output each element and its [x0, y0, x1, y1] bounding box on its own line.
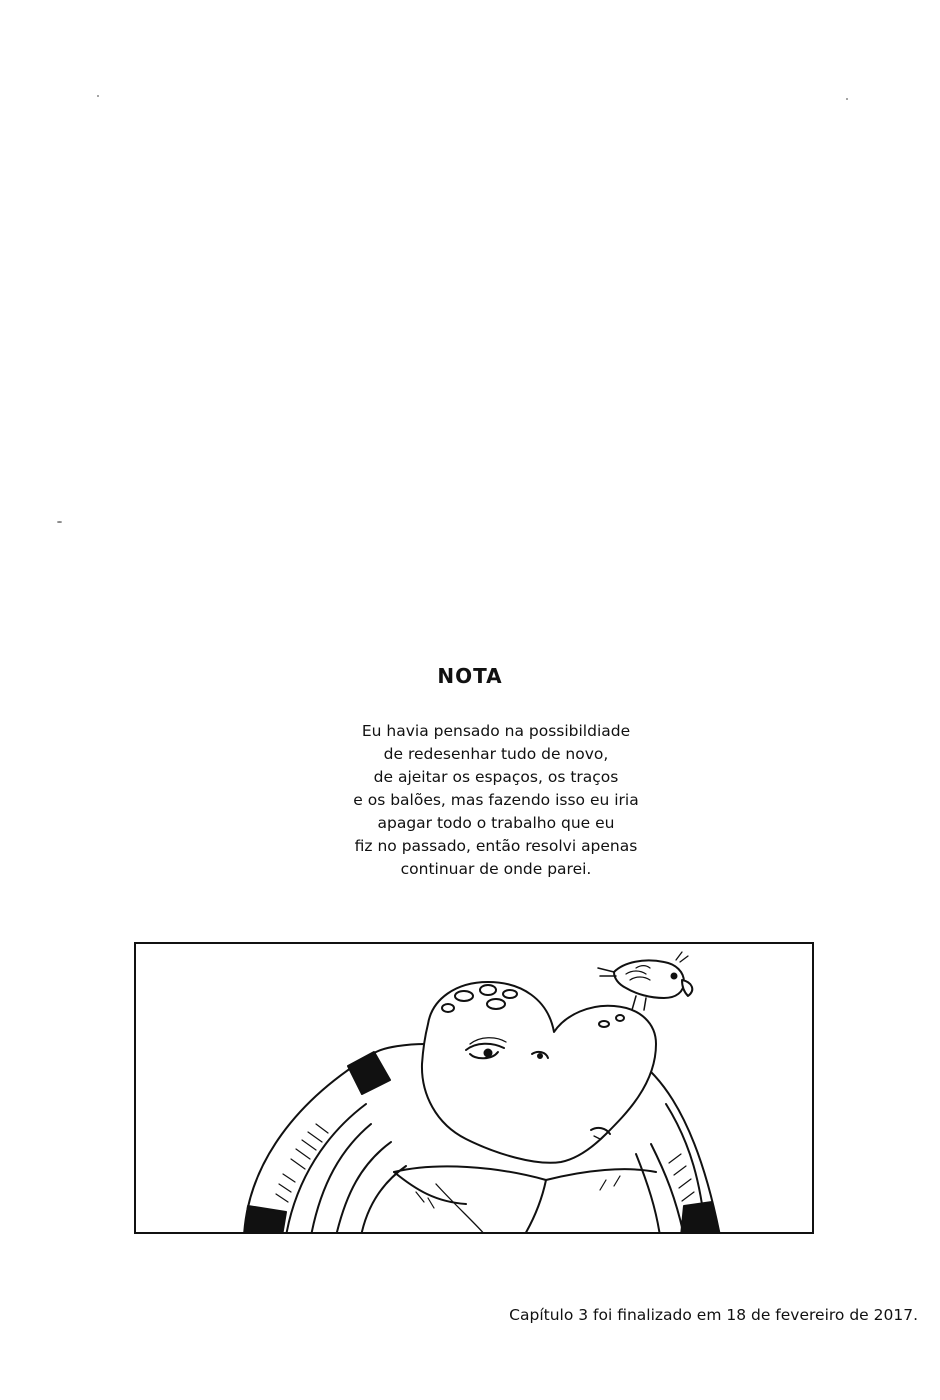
comic-panel — [134, 942, 814, 1234]
note-line: de ajeitar os espaços, os traços — [373, 768, 619, 786]
note-body — [0, 720, 940, 881]
paper-speck — [846, 98, 848, 100]
chapter-finish-note: Capítulo 3 foi finalizado em 18 de fevereiro de 2017. — [509, 1306, 918, 1324]
note-line: apagar todo o trabalho que eu — [377, 814, 615, 832]
paper-speck — [57, 521, 62, 523]
note-line: continuar de onde parei. — [400, 860, 592, 878]
note-line: fiz no passado, então resolvi apenas — [354, 837, 638, 855]
shell-inner-rim — [286, 1104, 366, 1234]
bird-on-head — [598, 952, 692, 1010]
note-line: e os balões, mas fazendo isso eu iria — [353, 791, 639, 809]
shell-band-left-bottom — [244, 1206, 286, 1234]
note-title: NOTA — [437, 664, 503, 688]
turtle-illustration — [136, 944, 814, 1234]
bird-legs — [632, 996, 646, 1010]
shell-band-left-top — [348, 1052, 390, 1094]
bird-eye — [672, 974, 677, 979]
note-line: de redesenhar tudo de novo, — [383, 745, 609, 763]
bird-beak — [682, 980, 692, 996]
note-line: Eu havia pensado na possibildiade — [361, 722, 631, 740]
turtle-head — [422, 982, 656, 1163]
turtle-collar — [394, 1166, 656, 1180]
paper-speck — [97, 95, 99, 97]
shell-band-right — [681, 1202, 720, 1234]
